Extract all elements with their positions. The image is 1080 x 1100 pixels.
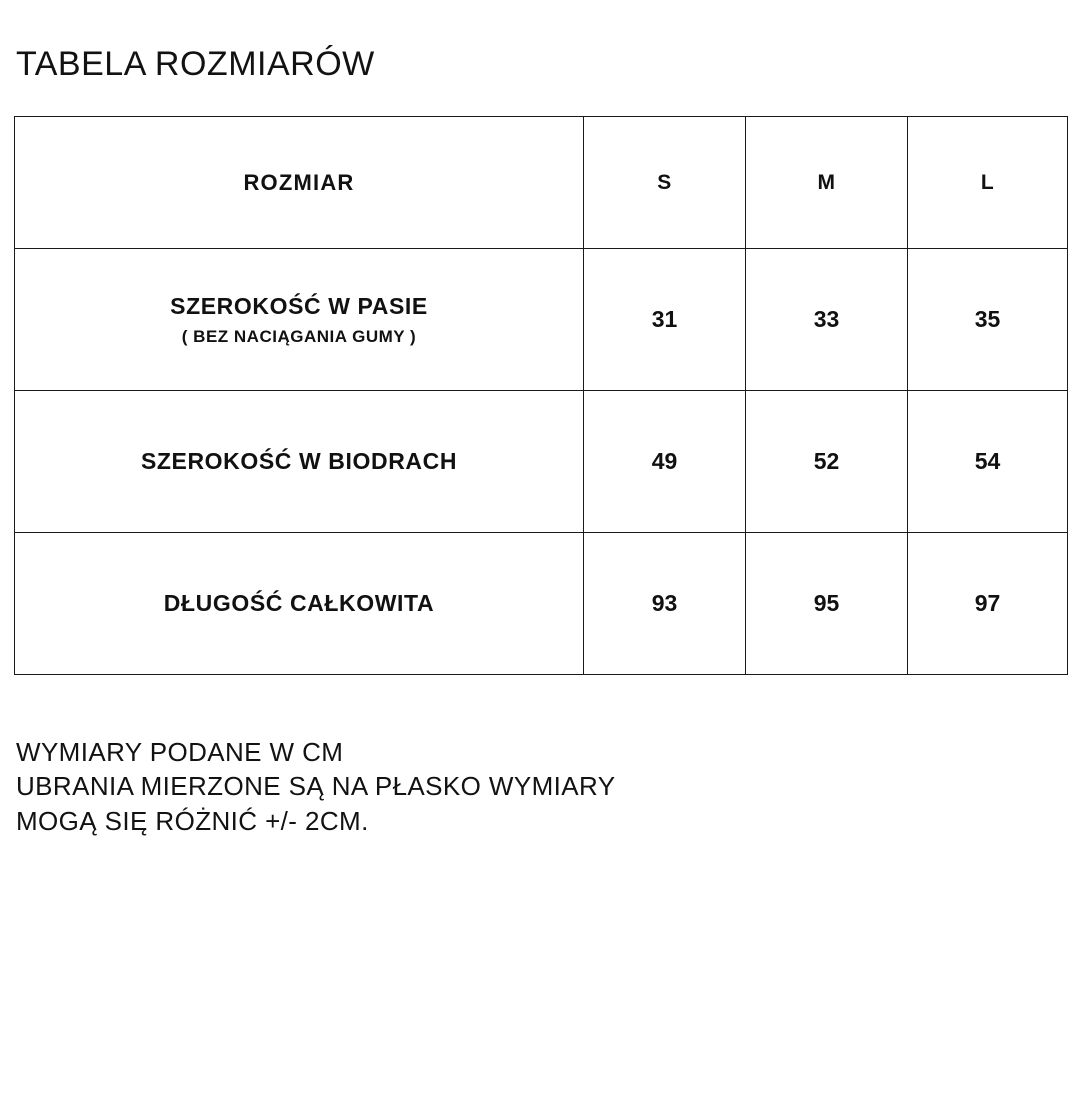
row-label-length-main: DŁUGOŚĆ CAŁKOWITA [163,590,435,617]
header-cell-size-m: M [746,117,908,249]
row-hips-value-l: 54 [908,391,1068,533]
row-waist-value-m: 33 [746,249,908,391]
page-title: TABELA ROZMIARÓW [16,45,375,83]
table-row [15,249,1068,391]
row-length-value-m: 95 [746,533,908,675]
table-header-row [15,117,1068,249]
header-cell-label: ROZMIAR [15,117,584,249]
table-row [15,391,1068,533]
row-label-waist [15,249,584,391]
row-label-waist-main: SZEROKOŚĆ W PASIE [170,292,428,319]
row-hips-value-s: 49 [584,391,746,533]
row-length-value-l: 97 [908,533,1068,675]
row-waist-value-l: 35 [908,249,1068,391]
header-cell-size-s: S [584,117,746,249]
measurement-notes [16,735,615,838]
note-line-2: UBRANIA MIERZONE SĄ NA PŁASKO WYMIARY [16,771,616,802]
row-length-value-s: 93 [584,533,746,675]
table-row [15,533,1068,675]
row-label-hips-main: SZEROKOŚĆ W BIODRACH [140,448,458,475]
header-cell-size-l: L [908,117,1068,249]
note-line-3: MOGĄ SIĘ RÓŻNIĆ +/- 2CM. [16,805,369,836]
row-label-hips [15,391,584,533]
note-line-1: WYMIARY PODANE W CM [16,737,344,767]
size-table [14,116,1068,675]
row-label-waist-sub: ( BEZ NACIĄGANIA GUMY ) [181,327,417,347]
row-waist-value-s: 31 [584,249,746,391]
row-hips-value-m: 52 [746,391,908,533]
row-label-length [15,533,584,675]
